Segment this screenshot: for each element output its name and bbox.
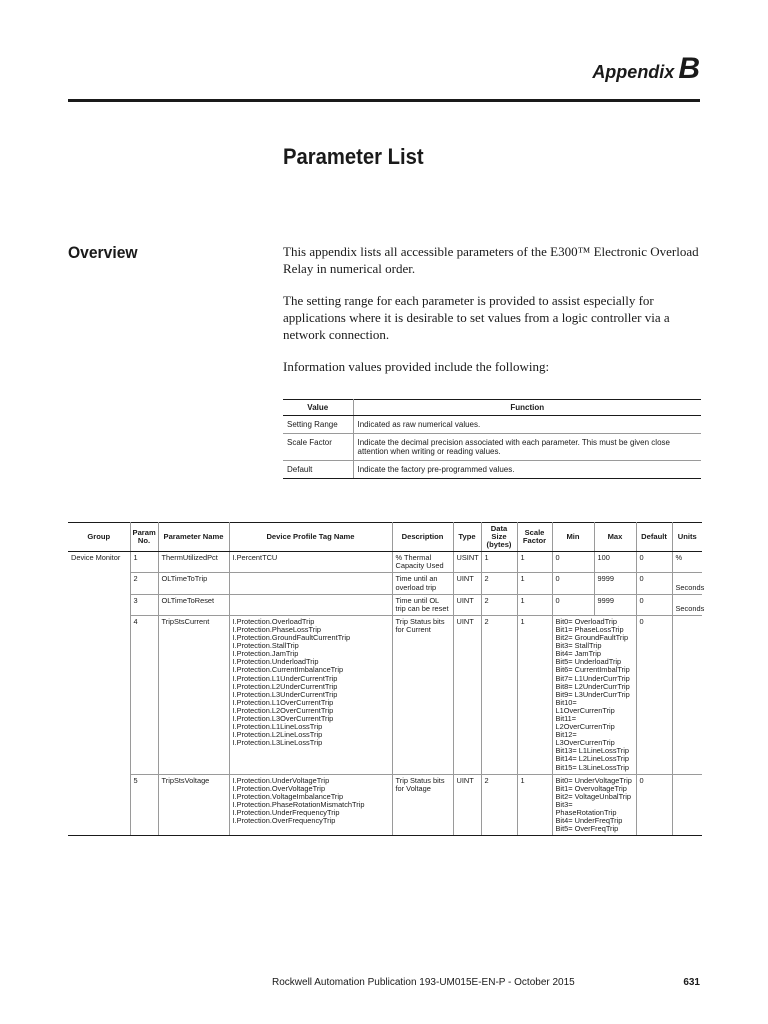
cell-scale-factor: 1 [517,615,552,774]
info-cell-function: Indicate the decimal precision associated with each parameter. This must be given close attention when writing or reading values. [353,434,701,461]
header-max: Max [594,523,636,552]
parameter-table [68,522,705,836]
cell-units: Seconds [672,573,702,594]
table-row [68,774,702,836]
cell-units: Seconds [672,594,702,615]
cell-default: 0 [636,552,672,573]
info-cell-value: Default [283,461,353,479]
cell-param-no: 2 [130,573,158,594]
table-row [68,615,702,774]
cell-type: UINT [453,594,481,615]
page-title: Parameter List [283,144,424,169]
cell-min: 0 [552,552,594,573]
cell-type: UINT [453,774,481,836]
cell-max: 9999 [594,594,636,615]
cell-max: 9999 [594,573,636,594]
cell-default: 0 [636,774,672,836]
info-header-value: Value [283,400,353,416]
header-rule [68,99,700,102]
table-row [68,594,702,615]
cell-description: % Thermal Capacity Used [392,552,453,573]
cell-type: UINT [453,573,481,594]
info-row [283,434,701,461]
cell-default: 0 [636,594,672,615]
info-header-function: Function [353,400,701,416]
appendix-label [592,52,700,86]
cell-description: Time until OL trip can be reset [392,594,453,615]
cell-description: Trip Status bits for Current [392,615,453,774]
cell-parameter-name: OLTimeToReset [158,594,229,615]
header-group: Group [68,523,130,552]
info-row [283,416,701,434]
cell-data-size: 2 [481,573,517,594]
header-description: Description [392,523,453,552]
intro-text [283,243,708,390]
header-data-size: Data Size (bytes) [481,523,517,552]
cell-scale-factor: 1 [517,573,552,594]
cell-default: 0 [636,573,672,594]
cell-param-no: 1 [130,552,158,573]
section-heading-overview: Overview [68,243,138,262]
appendix-word: Appendix [592,62,675,82]
cell-type: UINT [453,615,481,774]
cell-param-no: 4 [130,615,158,774]
page-number: 631 [683,977,700,988]
info-cell-function: Indicate the factory pre-programmed values. [353,461,701,479]
cell-tag-name [229,573,392,594]
info-cell-value: Setting Range [283,416,353,434]
header-scale-factor: Scale Factor [517,523,552,552]
cell-min: 0 [552,594,594,615]
cell-min: 0 [552,573,594,594]
cell-data-size: 2 [481,774,517,836]
header-parameter-name: Parameter Name [158,523,229,552]
cell-param-no: 5 [130,774,158,836]
appendix-letter: B [678,52,700,85]
footer-publication: Rockwell Automation Publication 193-UM015E-EN-P - October 2015 [272,977,575,988]
cell-scale-factor: 1 [517,774,552,836]
table-row [68,552,702,573]
header-param-no: Param No. [130,523,158,552]
cell-group: Device Monitor [71,553,121,563]
parameter-table-header [68,523,702,552]
cell-min-bits: Bit0= UnderVoltageTrip Bit1= OvervoltageTrip Bit2= VoltageUnbalTrip Bit3= PhaseRotationTrip Bit4= UnderFreqTrip Bit5= OverFreqTrip [552,774,636,836]
cell-tag-name: I.Protection.OverloadTrip I.Protection.PhaseLossTrip I.Protection.GroundFaultCurrentTrip I.Protection.StallTrip I.Protection.JamTrip I.Protection.UnderloadTrip I.Protection.CurrentImbalanceTrip I.Protection.L1UnderCurrentTrip I.Protection.L2UnderCurrentTrip I.Protection.L3UnderCurrentTrip I.Protection.L1OverCurrentTrip I.Protection.L2OverCurrentTrip I.Protection.L3OverCurrentTrip I.Protection.L1LineLossTrip I.Protection.L2LineLossTrip I.Protection.L3LineLossTrip [229,615,392,774]
header-type: Type [453,523,481,552]
cell-tag-name [229,594,392,615]
cell-data-size: 2 [481,594,517,615]
cell-description: Time until an overload trip [392,573,453,594]
cell-data-size: 1 [481,552,517,573]
cell-type: USINT [453,552,481,573]
intro-paragraph: Information values provided include the following: [283,359,550,374]
cell-units [672,774,702,836]
cell-data-size: 2 [481,615,517,774]
cell-param-no: 3 [130,594,158,615]
cell-group [68,615,130,774]
header-default: Default [636,523,672,552]
info-table [283,399,701,479]
cell-group [68,573,130,594]
cell-default: 0 [636,615,672,774]
intro-paragraph: This appendix lists all accessible parameters of the E300™ Electronic Overload Relay in numerical order. [283,244,699,276]
cell-group [68,774,130,836]
cell-scale-factor: 1 [517,594,552,615]
cell-min-bits: Bit0= OverloadTrip Bit1= PhaseLossTrip Bit2= GroundFaultTrip Bit3= StallTrip Bit4= JamTrip Bit5= UnderloadTrip Bit6= CurrentImbalTrip Bit7= L1UnderCurrTrip Bit8= L2UnderCurrTrip Bit9= L3UnderCurrTrip Bit10= L1OverCurrenTrip Bit11= L2OverCurrenTrip Bit12= L3OverCurrenTrip Bit13= L1LineLossTrip Bit14= L2LineLossTrip Bit15= L3LineLossTrip [552,615,636,774]
info-cell-value: Scale Factor [283,434,353,461]
cell-parameter-name: ThermUtilizedPct [158,552,229,573]
intro-paragraph: The setting range for each parameter is provided to assist especially for applications where it is desirable to set values from a logic controller via a network connection. [283,293,670,342]
header-tag-name: Device Profile Tag Name [229,523,392,552]
table-row [68,573,702,594]
cell-description: Trip Status bits for Voltage [392,774,453,836]
cell-parameter-name: TripStsVoltage [158,774,229,836]
cell-tag-name: I.PercentTCU [229,552,392,573]
cell-parameter-name: OLTimeToTrip [158,573,229,594]
info-row [283,461,701,479]
cell-scale-factor: 1 [517,552,552,573]
cell-max: 100 [594,552,636,573]
header-units: Units [672,523,702,552]
header-min: Min [552,523,594,552]
cell-tag-name: I.Protection.UnderVoltageTrip I.Protection.OverVoltageTrip I.Protection.VoltageImbalanceTrip I.Protection.PhaseRotationMismatchTrip I.Protection.UnderFrequencyTrip I.Protection.OverFrequencyTrip [229,774,392,836]
cell-units [672,615,702,774]
info-table-header [283,400,701,416]
info-cell-function: Indicated as raw numerical values. [353,416,701,434]
cell-group [68,594,130,615]
cell-parameter-name: TripStsCurrent [158,615,229,774]
cell-units: % [672,552,702,573]
